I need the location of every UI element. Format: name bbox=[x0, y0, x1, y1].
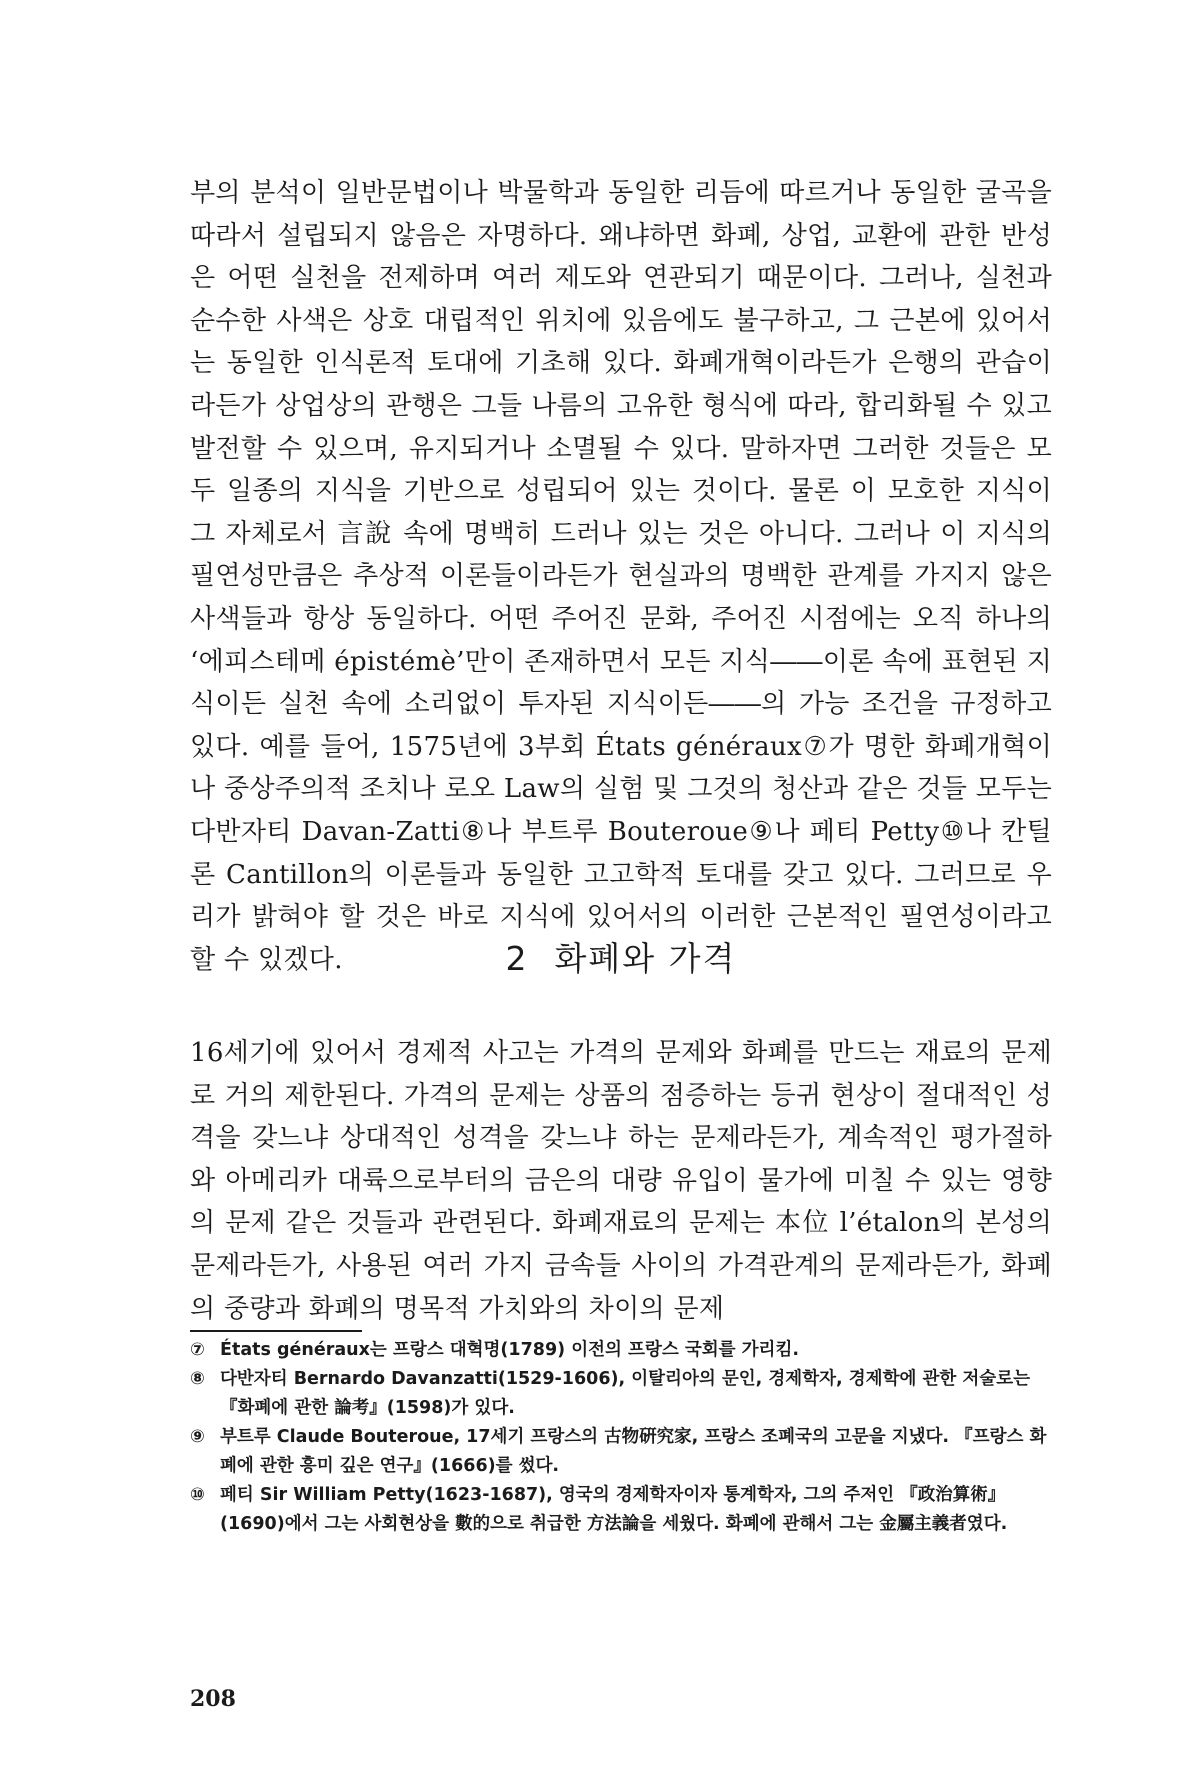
footnote-7 bbox=[190, 1336, 1052, 1365]
footnote-marker: ⑦ bbox=[190, 1340, 205, 1360]
footnote-text: États généraux는 프랑스 대혁명(1789) 이전의 프랑스 국회를 가리킴. bbox=[220, 1340, 800, 1360]
body-paragraph-2: 16세기에 있어서 경제적 사고는 가격의 문제와 화폐를 만드는 재료의 문제로 거의 제한된다. 가격의 문제는 상품의 점증하는 등귀 현상이 절대적인 성격을 갖느냐 상대적인 성격을 갖느냐 하는 문제라든가, 계속적인 평가절하와 아메리카 대륙으로부터의 금은의 대량 유입이 물가에 미칠 수 있는 영향의 문제 같은 것들과 관련된다. 화폐재료의 문제는 本位 l’étalon의 본성의 문제라든가, 사용된 여러 가지 금속들 사이의 가격관계의 문제라든가, 화폐의 중량과 화폐의 명목적 가치와의 차이의 문제 bbox=[190, 1038, 1052, 1324]
footnote-8 bbox=[190, 1365, 1052, 1423]
footnote-marker: ⑩ bbox=[190, 1485, 205, 1505]
footnote-text: 페티 Sir William Petty(1623-1687), 영국의 경제학자이자 통계학자, 그의 주저인 『政治算術』(1690)에서 그는 사회현상을 數的으로 취급한 方法論을 세웠다. 화폐에 관해서 그는 金屬主義者였다. bbox=[220, 1485, 1008, 1534]
footnote-text: 부트루 Claude Bouteroue, 17세기 프랑스의 古物硏究家, 프랑스 조폐국의 고문을 지냈다. 『프랑스 화폐에 관한 흥미 깊은 연구』(1666)를 썼다. bbox=[220, 1427, 1047, 1476]
section-title: 화폐와 가격 bbox=[554, 939, 737, 978]
section-number: 2 bbox=[505, 939, 529, 978]
footnote-marker: ⑧ bbox=[190, 1369, 205, 1389]
footnote-marker: ⑨ bbox=[190, 1427, 205, 1447]
footnote-9 bbox=[190, 1423, 1052, 1481]
section-heading bbox=[190, 933, 1052, 980]
footnotes bbox=[190, 1336, 1052, 1539]
footnote-text: 다반자티 Bernardo Davanzatti(1529-1606), 이탈리아의 문인, 경제학자, 경제학에 관한 저술로는 『화폐에 관한 論考』(1598)가 있다. bbox=[220, 1369, 1030, 1418]
body-paragraph-1: 부의 분석이 일반문법이나 박물학과 동일한 리듬에 따르거나 동일한 굴곡을 따라서 설립되지 않음은 자명하다. 왜냐하면 화폐, 상업, 교환에 관한 반성은 어떤 실천을 전제하며 여러 제도와 연관되기 때문이다. 그러나, 실천과 순수한 사색은 상호 대립적인 위치에 있음에도 불구하고, 그 근본에 있어서는 동일한 인식론적 토대에 기초해 있다. 화폐개혁이라든가 은행의 관습이라든가 상업상의 관행은 그들 나름의 고유한 형식에 따라, 합리화될 수 있고 발전할 수 있으며, 유지되거나 소멸될 수 있다. 말하자면 그러한 것들은 모두 일종의 지식을 기반으로 성립되어 있는 것이다. 물론 이 모호한 지식이 그 자체로서 言說 속에 명백히 드러나 있는 것은 아니다. 그러나 이 지식의 필연성만큼은 추상적 이론들이라든가 현실과의 명백한 관계를 가지지 않은 사색들과 항상 동일하다. 어떤 주어진 문화, 주어진 시점에는 오직 하나의 ‘에피스테메 épistémè’만이 존재하면서 모든 지식――이론 속에 표현된 지식이든 실천 속에 소리없이 투자된 지식이든――의 가능 조건을 규정하고 있다. 예를 들어, 1575년에 3부회 États généraux⑦가 명한 화폐개혁이나 중상주의적 조치나 로오 Law의 실험 및 그것의 청산과 같은 것들 모두는 다반자티 Davan-Zatti⑧나 부트루 Bouteroue⑨나 페티 Petty⑩나 칸틸론 Cantillon의 이론들과 동일한 고고학적 토대를 갖고 있다. 그러므로 우리가 밝혀야 할 것은 바로 지식에 있어서의 이러한 근본적인 필연성이라고 할 수 있겠다. bbox=[190, 178, 1052, 975]
footnote-10 bbox=[190, 1481, 1052, 1539]
page-number: 208 bbox=[190, 1686, 236, 1712]
footnote-divider bbox=[190, 1330, 362, 1332]
